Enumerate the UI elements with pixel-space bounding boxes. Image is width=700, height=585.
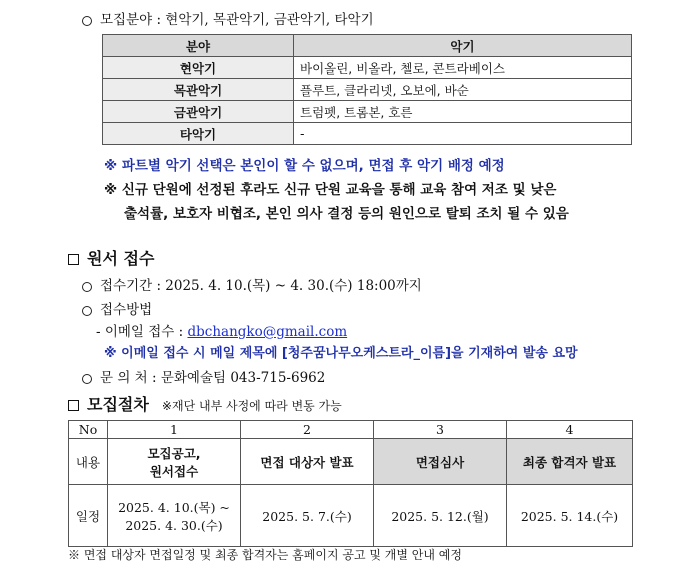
table-row	[103, 35, 632, 57]
procedure-subnote: ※재단 내부 사정에 따라 변동 가능	[161, 399, 342, 413]
circle-bullet-icon	[82, 16, 92, 26]
contact-line	[82, 366, 325, 386]
square-bullet-icon	[68, 254, 79, 265]
table-row	[69, 485, 633, 547]
field-line	[82, 8, 374, 28]
note-instrument-assignment: ※ 파트별 악기 선택은 본인이 할 수 없으며, 면접 후 악기 배정 예정	[104, 158, 505, 174]
contact-info: 문 의 처 : 문화예술팀 043-715-6962	[100, 370, 326, 386]
row-label: 내용	[69, 439, 108, 485]
step-content-line: 모집공고,	[147, 445, 201, 461]
step-number: 2	[241, 421, 374, 439]
application-method-line	[82, 298, 152, 318]
instrument-cell: 바이올린, 비올라, 첼로, 콘트라베이스	[294, 57, 632, 79]
email-subject-note: ※ 이메일 접수 시 메일 제목에 [청주꿈나무오케스트라_이름]을 기재하여 발송 요망	[104, 346, 578, 361]
step-content: 최종 합격자 발표	[507, 439, 633, 485]
table-row	[103, 123, 632, 145]
step-content	[108, 439, 241, 485]
square-bullet-icon	[68, 400, 79, 411]
circle-bullet-icon	[82, 306, 92, 316]
table-header: No	[69, 421, 108, 439]
table-row	[103, 79, 632, 101]
email-line	[96, 320, 347, 340]
step-schedule	[108, 485, 241, 547]
procedure-heading: 모집절차	[87, 395, 149, 414]
application-heading: 원서 접수	[87, 249, 155, 268]
step-number: 3	[374, 421, 507, 439]
table-row	[103, 57, 632, 79]
circle-bullet-icon	[82, 374, 92, 384]
category-cell: 금관악기	[103, 101, 294, 123]
step-content-line: 원서접수	[149, 463, 199, 479]
step-schedule-line: 2025. 4. 30.(수)	[125, 517, 223, 533]
table-row	[69, 439, 633, 485]
note-withdrawal-line1: ※ 신규 단원에 선정된 후라도 신규 단원 교육을 통해 교육 참여 저조 및 낮은	[104, 182, 557, 198]
procedure-footer-note: ※ 면접 대상자 면접일정 및 최종 합격자는 홈페이지 공고 및 개별 안내 예정	[68, 548, 462, 562]
step-schedule: 2025. 5. 12.(월)	[374, 485, 507, 547]
note-withdrawal-line2: 출석률, 보호자 비협조, 본인 의사 결정 등의 원인으로 탈퇴 조치 될 수 있음	[124, 206, 569, 222]
field-label: 모집분야 : 현악기, 목관악기, 금관악기, 타악기	[100, 12, 374, 28]
application-period-line	[82, 274, 422, 294]
application-period: 접수기간 : 2025. 4. 10.(목) ~ 4. 30.(수) 18:00까지	[100, 278, 422, 294]
circle-bullet-icon	[82, 282, 92, 292]
row-label: 일정	[69, 485, 108, 547]
application-heading-line	[68, 246, 154, 269]
step-content: 면접 대상자 발표	[241, 439, 374, 485]
application-method: 접수방법	[100, 302, 153, 318]
step-schedule: 2025. 5. 7.(수)	[241, 485, 374, 547]
table-header: 악기	[294, 35, 632, 57]
procedure-heading-line	[68, 392, 342, 415]
category-cell: 타악기	[103, 123, 294, 145]
step-number: 4	[507, 421, 633, 439]
email-label: - 이메일 접수 :	[96, 324, 188, 340]
table-row	[69, 421, 633, 439]
table-row	[103, 101, 632, 123]
category-cell: 현악기	[103, 57, 294, 79]
field-table	[102, 34, 632, 145]
table-header: 분야	[103, 35, 294, 57]
step-schedule: 2025. 5. 14.(수)	[507, 485, 633, 547]
step-content: 면접심사	[374, 439, 507, 485]
category-cell: 목관악기	[103, 79, 294, 101]
step-number: 1	[108, 421, 241, 439]
email-link[interactable]: dbchangko@gmail.com	[187, 324, 348, 340]
procedure-table	[68, 420, 633, 547]
instrument-cell: 트럼펫, 트롬본, 호른	[294, 101, 632, 123]
step-schedule-line: 2025. 4. 10.(목) ~	[118, 499, 230, 515]
instrument-cell: -	[294, 123, 632, 145]
instrument-cell: 플루트, 클라리넷, 오보에, 바순	[294, 79, 632, 101]
